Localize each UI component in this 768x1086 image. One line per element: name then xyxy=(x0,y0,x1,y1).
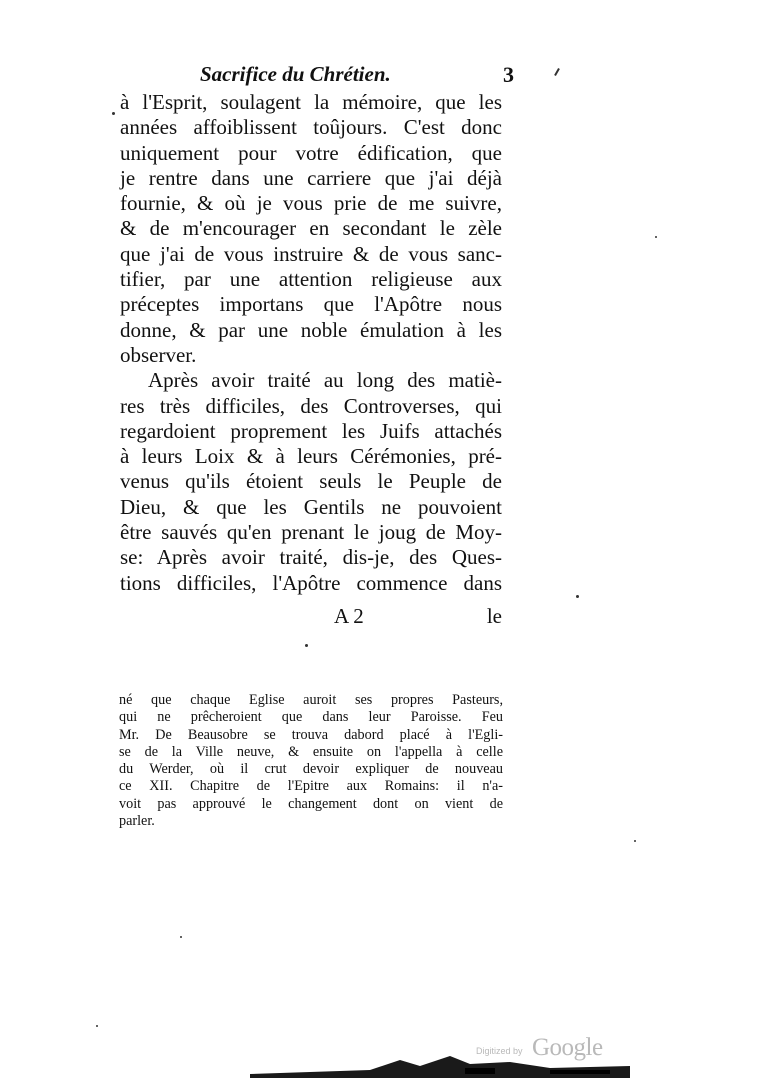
text-line: regardoient proprement les Juifs attachés xyxy=(120,418,502,443)
text-line: années affoiblissent toûjours. C'est donc xyxy=(120,115,502,140)
text-line: se: Après avoir traité, dis-je, des Ques- xyxy=(120,545,502,570)
speck xyxy=(305,644,308,647)
text-line: Après avoir traité au long des matiè- xyxy=(148,368,502,393)
footnote-line: Mr. De Beausobre se trouva dabord placé à l'Egli- xyxy=(119,726,503,743)
text-line: je rentre dans une carriere que j'ai déjà xyxy=(120,165,502,190)
speck xyxy=(655,236,657,238)
signature-mark: A 2 xyxy=(334,604,364,628)
signature-line xyxy=(120,604,502,630)
text-line: Dieu, & que les Gentils ne pouvoient xyxy=(120,494,502,519)
text-line: venus qu'ils étoient seuls le Peuple de xyxy=(120,469,502,494)
text-line: res très difficiles, des Controverses, qui xyxy=(120,393,502,418)
footnote-line: ce XII. Chapitre de l'Epitre aux Romains: il n'a- xyxy=(119,778,503,795)
text-line: à l'Esprit, soulagent la mémoire, que les xyxy=(120,90,502,114)
footnote-line: né que chaque Eglise auroit ses propres Pasteurs, xyxy=(119,692,503,708)
footnote-line: du Werder, où il crut devoir expliquer de nouveau xyxy=(119,761,503,778)
running-title: Sacrifice du Chrétien. xyxy=(200,62,391,86)
text-line: observer. xyxy=(120,342,197,367)
text-line: tifier, par une attention religieuse aux xyxy=(120,267,502,292)
footnote xyxy=(119,692,503,830)
speck xyxy=(554,68,560,76)
watermark-logo: Google xyxy=(532,1034,603,1061)
text-line: à leurs Loix & à leurs Cérémonies, pré- xyxy=(120,444,502,469)
speck xyxy=(634,840,636,842)
text-line: donne, & par une noble émulation à les xyxy=(120,317,502,342)
main-text xyxy=(120,90,502,596)
footnote-line: parler. xyxy=(119,813,155,830)
speck xyxy=(576,595,579,598)
running-head xyxy=(200,62,520,92)
text-line: préceptes importans que l'Apôtre nous xyxy=(120,292,502,317)
text-line: être sauvés qu'en prenant le joug de Moy- xyxy=(120,520,502,545)
digitization-watermark xyxy=(476,1036,636,1066)
footnote-line: qui ne prêcheroient que dans leur Paroisse. Feu xyxy=(119,709,503,726)
text-line: & de m'encourager en secondant le zèle xyxy=(120,216,502,241)
speck xyxy=(112,112,115,115)
speck xyxy=(180,936,182,938)
text-line: fournie, & où je vous prie de me suivre, xyxy=(120,191,502,216)
text-line: uniquement pour votre édification, que xyxy=(120,140,502,165)
text-line: tions difficiles, l'Apôtre commence dans xyxy=(120,570,502,595)
speck xyxy=(96,1025,98,1027)
watermark-prefix: Digitized by xyxy=(476,1046,523,1056)
footnote-line: voit pas approuvé le changement dont on vient de xyxy=(119,795,503,812)
text-line: que j'ai de vous instruire & de vous sanc- xyxy=(120,241,502,266)
footnote-line: se de la Ville neuve, & ensuite on l'appella à celle xyxy=(119,743,503,760)
catchword: le xyxy=(486,604,502,628)
page-number: 3 xyxy=(503,62,514,87)
